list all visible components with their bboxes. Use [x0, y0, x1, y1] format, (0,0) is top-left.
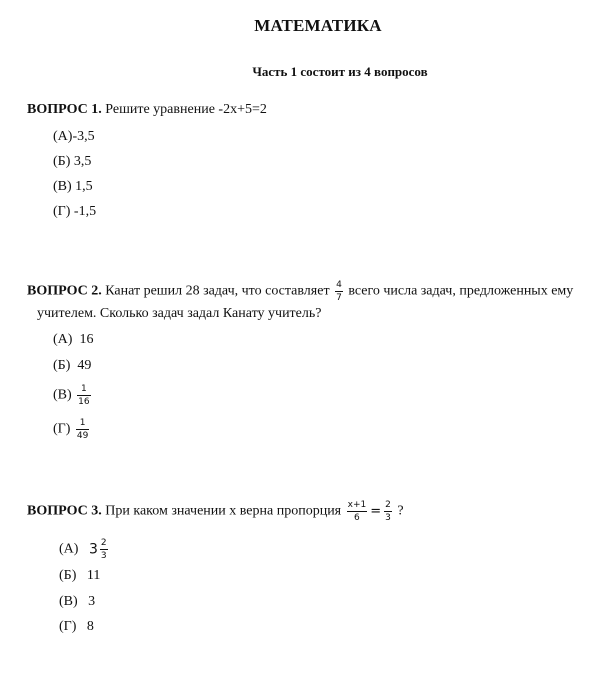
- fraction-denominator: 3: [100, 551, 107, 561]
- option-value: -3,5: [72, 129, 95, 144]
- fraction-denominator: 16: [78, 397, 90, 407]
- option-value: 11: [86, 568, 101, 583]
- option-value: 8: [86, 619, 94, 634]
- q3-option-a: [59, 538, 110, 561]
- question-2-text-after: всего числа задач, предложенных ему: [344, 283, 574, 299]
- option-label: (Г): [53, 421, 71, 437]
- q2-option-c: [53, 384, 93, 407]
- option-label: (Г): [59, 619, 77, 634]
- option-label: (Б): [59, 568, 77, 583]
- q1-option-b: [53, 153, 91, 171]
- mixed-number-whole: 3: [88, 541, 98, 558]
- fraction: [384, 500, 392, 523]
- question-1-text: Решите уравнение -2x+5=2: [101, 102, 267, 117]
- option-label: (А): [53, 332, 73, 347]
- fraction: [335, 280, 343, 303]
- question-1: [27, 100, 267, 120]
- fraction-denominator: 7: [336, 293, 342, 303]
- fraction: [347, 500, 368, 523]
- option-value: 3,5: [73, 154, 92, 169]
- fraction-numerator: 1: [81, 384, 87, 394]
- option-value: -1,5: [73, 204, 97, 219]
- option-label: (В): [59, 594, 78, 609]
- fraction-numerator: 4: [336, 280, 342, 290]
- fraction: [77, 384, 90, 407]
- q3-option-c: [59, 593, 95, 611]
- option-label: (А): [59, 541, 79, 557]
- option-label: (Г): [53, 204, 71, 219]
- q2-option-b: [53, 357, 91, 375]
- q2-option-d: [53, 418, 91, 441]
- q2-option-a: [53, 331, 93, 349]
- question-3-text-before: При каком значении x верна пропорция: [101, 503, 345, 519]
- fraction-numerator: 2: [385, 500, 391, 510]
- option-value: 49: [77, 358, 92, 373]
- question-2-text-before: Канат решил 28 задач, что составляет: [101, 283, 334, 299]
- subtitle: Часть 1 состоит из 4 вопросов: [252, 64, 428, 79]
- fraction-numerator: 2: [100, 538, 107, 548]
- equals-sign: =: [370, 503, 382, 519]
- question-1-label: ВОПРОС 1.: [27, 102, 102, 117]
- question-3-label: ВОПРОС 3.: [27, 503, 102, 519]
- fraction-denominator: 3: [385, 513, 391, 523]
- question-2-label: ВОПРОС 2.: [27, 283, 102, 299]
- fraction-numerator: 1: [79, 418, 86, 428]
- option-label: (А): [53, 129, 73, 144]
- option-value: 3: [88, 594, 96, 609]
- question-2: [27, 280, 573, 303]
- q3-option-b: [59, 567, 100, 585]
- option-value: 16: [79, 332, 94, 347]
- option-label: (В): [53, 179, 72, 194]
- option-value: 1,5: [75, 179, 93, 194]
- q1-option-d: [53, 203, 96, 221]
- page-title: МАТЕМАТИКА: [254, 16, 382, 35]
- fraction-numerator: x+1: [347, 500, 367, 510]
- option-label: (В): [53, 387, 72, 403]
- fraction-denominator: 6: [354, 513, 360, 523]
- q3-option-d: [59, 618, 94, 636]
- option-label: (Б): [53, 154, 71, 169]
- question-3: [27, 500, 404, 523]
- question-3-text-after: ?: [393, 503, 404, 519]
- q1-option-a: [53, 128, 95, 146]
- q1-option-c: [53, 178, 93, 196]
- option-label: (Б): [53, 358, 71, 373]
- fraction: [100, 538, 108, 561]
- question-2-text-line2: учителем. Сколько задач задал Канату учитель?: [37, 306, 322, 321]
- fraction-denominator: 49: [76, 431, 89, 441]
- fraction: [76, 418, 89, 441]
